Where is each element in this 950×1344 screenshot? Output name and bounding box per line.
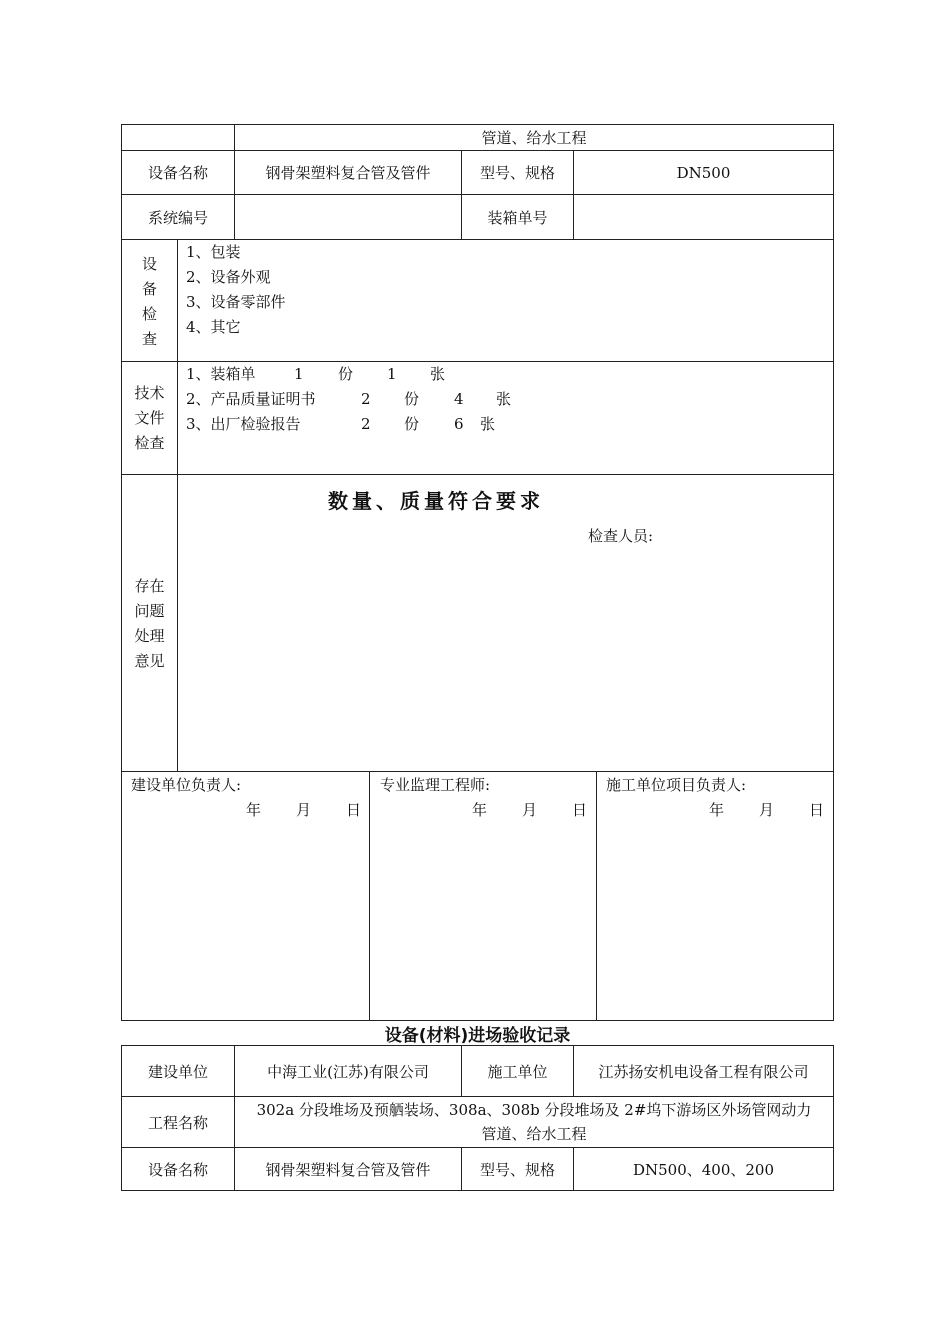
system-number-label: 系统编号	[147, 208, 208, 227]
equipment-name-value: 钢骨架塑料复合管及管件	[265, 1161, 431, 1179]
project-name-value: 302a 分段堆场及预舾装场、308a、308b 分段堆场及 2#坞下游场区外场管网动力 管道、给水工程	[256, 1101, 812, 1143]
tech-doc-check-label: 技术 文件 检查	[134, 384, 165, 452]
divider	[369, 771, 370, 1021]
packing-number-label: 装箱单号	[487, 208, 548, 227]
equipment-name-label: 设备名称	[147, 164, 208, 182]
inspector-label: 检查人员:	[588, 527, 654, 545]
system-number-value	[235, 195, 461, 239]
equipment-name-label: 设备名称	[147, 1161, 208, 1179]
issues-conclusion: 数量、质量符合要求	[328, 489, 544, 513]
equipment-check-item: 3、设备零部件	[186, 293, 286, 311]
divider	[596, 771, 597, 1021]
divider	[121, 361, 834, 362]
equipment-name-value: 钢骨架塑料复合管及管件	[265, 164, 431, 182]
project-name-label: 工程名称	[147, 1113, 208, 1132]
owner-label: 建设单位	[147, 1062, 208, 1081]
equipment-check-label: 设 备 检 查	[141, 255, 157, 348]
divider	[121, 771, 834, 772]
divider	[121, 239, 834, 240]
equipment-check-item: 2、设备外观	[186, 268, 271, 286]
divider	[121, 474, 834, 475]
owner-value: 中海工业(江苏)有限公司	[267, 1062, 429, 1081]
form-title: 设备(材料)进场验收记录	[384, 1025, 571, 1046]
equipment-check-item: 1、包装	[186, 243, 241, 261]
model-label: 型号、规格	[479, 1161, 555, 1179]
model-label: 型号、规格	[479, 164, 555, 182]
packing-number-value	[574, 195, 833, 239]
contractor-value: 江苏扬安机电设备工程有限公司	[598, 1062, 809, 1081]
contractor-label: 施工单位	[487, 1062, 548, 1081]
issues-label: 存在 问题 处理 意见	[134, 577, 165, 670]
model-value: DN500、400、200	[632, 1161, 775, 1179]
equipment-check-item: 4、其它	[186, 318, 241, 336]
model-value: DN500	[676, 163, 731, 182]
project-name-tail: 管道、给水工程	[481, 129, 587, 147]
divider	[177, 239, 178, 771]
